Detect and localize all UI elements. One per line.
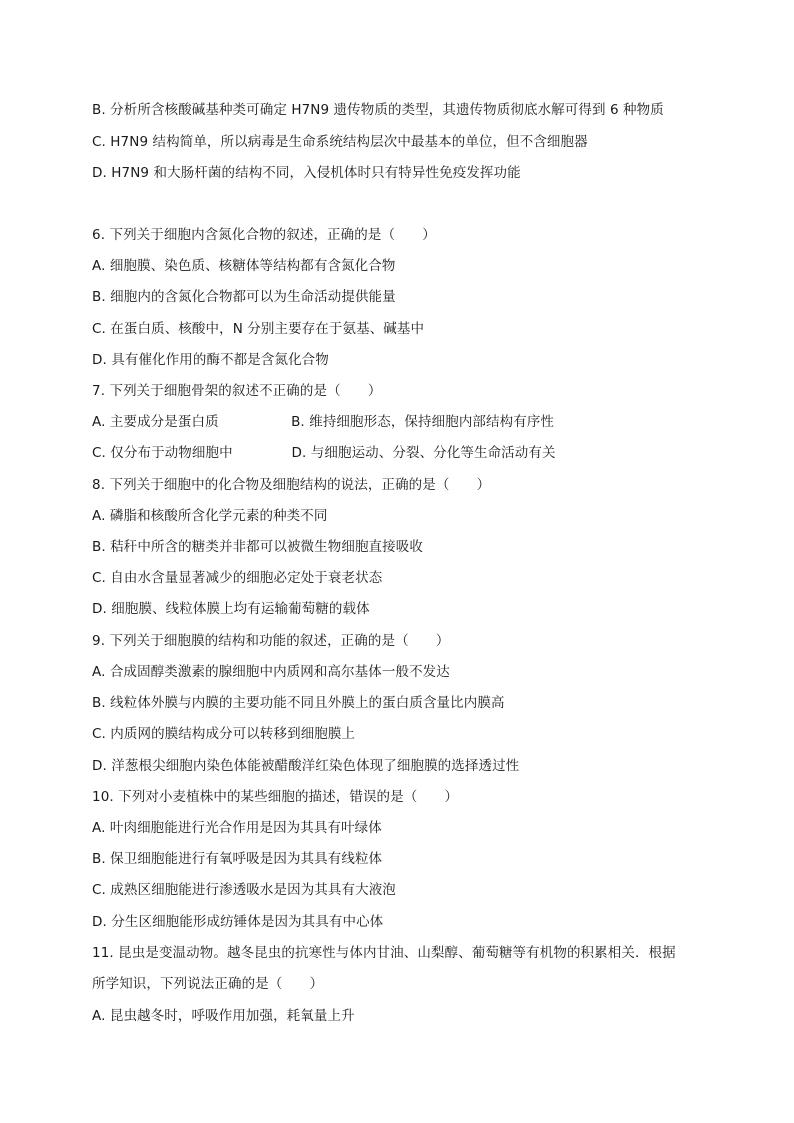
option-5d: D. H7N9 和大肠杆菌的结构不同，入侵机体时只有特异性免疫发挥功能: [92, 165, 521, 181]
option-9d: D. 洋葱根尖细胞内染色体能被醋酸洋红染色体现了细胞膜的选择透过性: [92, 758, 520, 774]
question-11-cont: 所学知识，下列说法正确的是（ ）: [92, 976, 324, 992]
option-6a: A. 细胞膜、染色质、核糖体等结构都有含氮化合物: [92, 258, 396, 274]
option-10d: D. 分生区细胞能形成纺锤体是因为其具有中心体: [92, 914, 384, 930]
question-8: 8. 下列关于细胞中的化合物及细胞结构的说法，正确的是（ ）: [92, 477, 491, 493]
options-7ab: A. 主要成分是蛋白质 B. 维持细胞形态，保持细胞内部结构有序性: [92, 414, 555, 430]
option-9b: B. 线粒体外膜与内膜的主要功能不同且外膜上的蛋白质含量比内膜高: [92, 695, 505, 711]
option-11a: A. 昆虫越冬时，呼吸作用加强，耗氧量上升: [92, 1008, 355, 1024]
option-6b: B. 细胞内的含氮化合物都可以为生命活动提供能量: [92, 289, 396, 305]
option-8c: C. 自由水含量显著减少的细胞必定处于衰老状态: [92, 570, 383, 586]
option-6d: D. 具有催化作用的酶不都是含氮化合物: [92, 352, 329, 368]
option-8b: B. 秸秆中所含的糖类并非都可以被微生物细胞直接吸收: [92, 539, 423, 555]
option-6c: C. 在蛋白质、核酸中，N 分别主要存在于氨基、碱基中: [92, 321, 425, 337]
question-6: 6. 下列关于细胞内含氮化合物的叙述，正确的是（ ）: [92, 227, 436, 243]
question-9: 9. 下列关于细胞膜的结构和功能的叙述，正确的是（ ）: [92, 633, 450, 649]
question-10: 10. 下列对小麦植株中的某些细胞的描述，错误的是（ ）: [92, 789, 459, 805]
option-10a: A. 叶肉细胞能进行光合作用是因为其具有叶绿体: [92, 820, 382, 836]
option-9a: A. 合成固醇类激素的腺细胞中内质网和高尔基体一般不发达: [92, 664, 450, 680]
option-8a: A. 磷脂和核酸所含化学元素的种类不同: [92, 508, 328, 524]
option-8d: D. 细胞膜、线粒体膜上均有运输葡萄糖的载体: [92, 601, 370, 617]
option-10c: C. 成熟区细胞能进行渗透吸水是因为其具有大液泡: [92, 882, 396, 898]
option-5b: B. 分析所含核酸碱基种类可确定 H7N9 遗传物质的类型，其遗传物质彻底水解可得到 6 种物质: [92, 102, 664, 118]
question-7: 7. 下列关于细胞骨架的叙述不正确的是（ ）: [92, 383, 382, 399]
option-9c: C. 内质网的膜结构成分可以转移到细胞膜上: [92, 726, 356, 742]
question-11: 11. 昆虫是变温动物。越冬昆虫的抗寒性与体内甘油、山梨醇、葡萄糖等有机物的积累相关．根据: [92, 945, 676, 961]
option-10b: B. 保卫细胞能进行有氧呼吸是因为其具有线粒体: [92, 851, 383, 867]
option-5c: C. H7N9 结构简单，所以病毒是生命系统结构层次中最基本的单位，但不含细胞器: [92, 134, 588, 150]
options-7cd: C. 仅分布于动物细胞中 D. 与细胞运动、分裂、分化等生命活动有关: [92, 445, 556, 461]
